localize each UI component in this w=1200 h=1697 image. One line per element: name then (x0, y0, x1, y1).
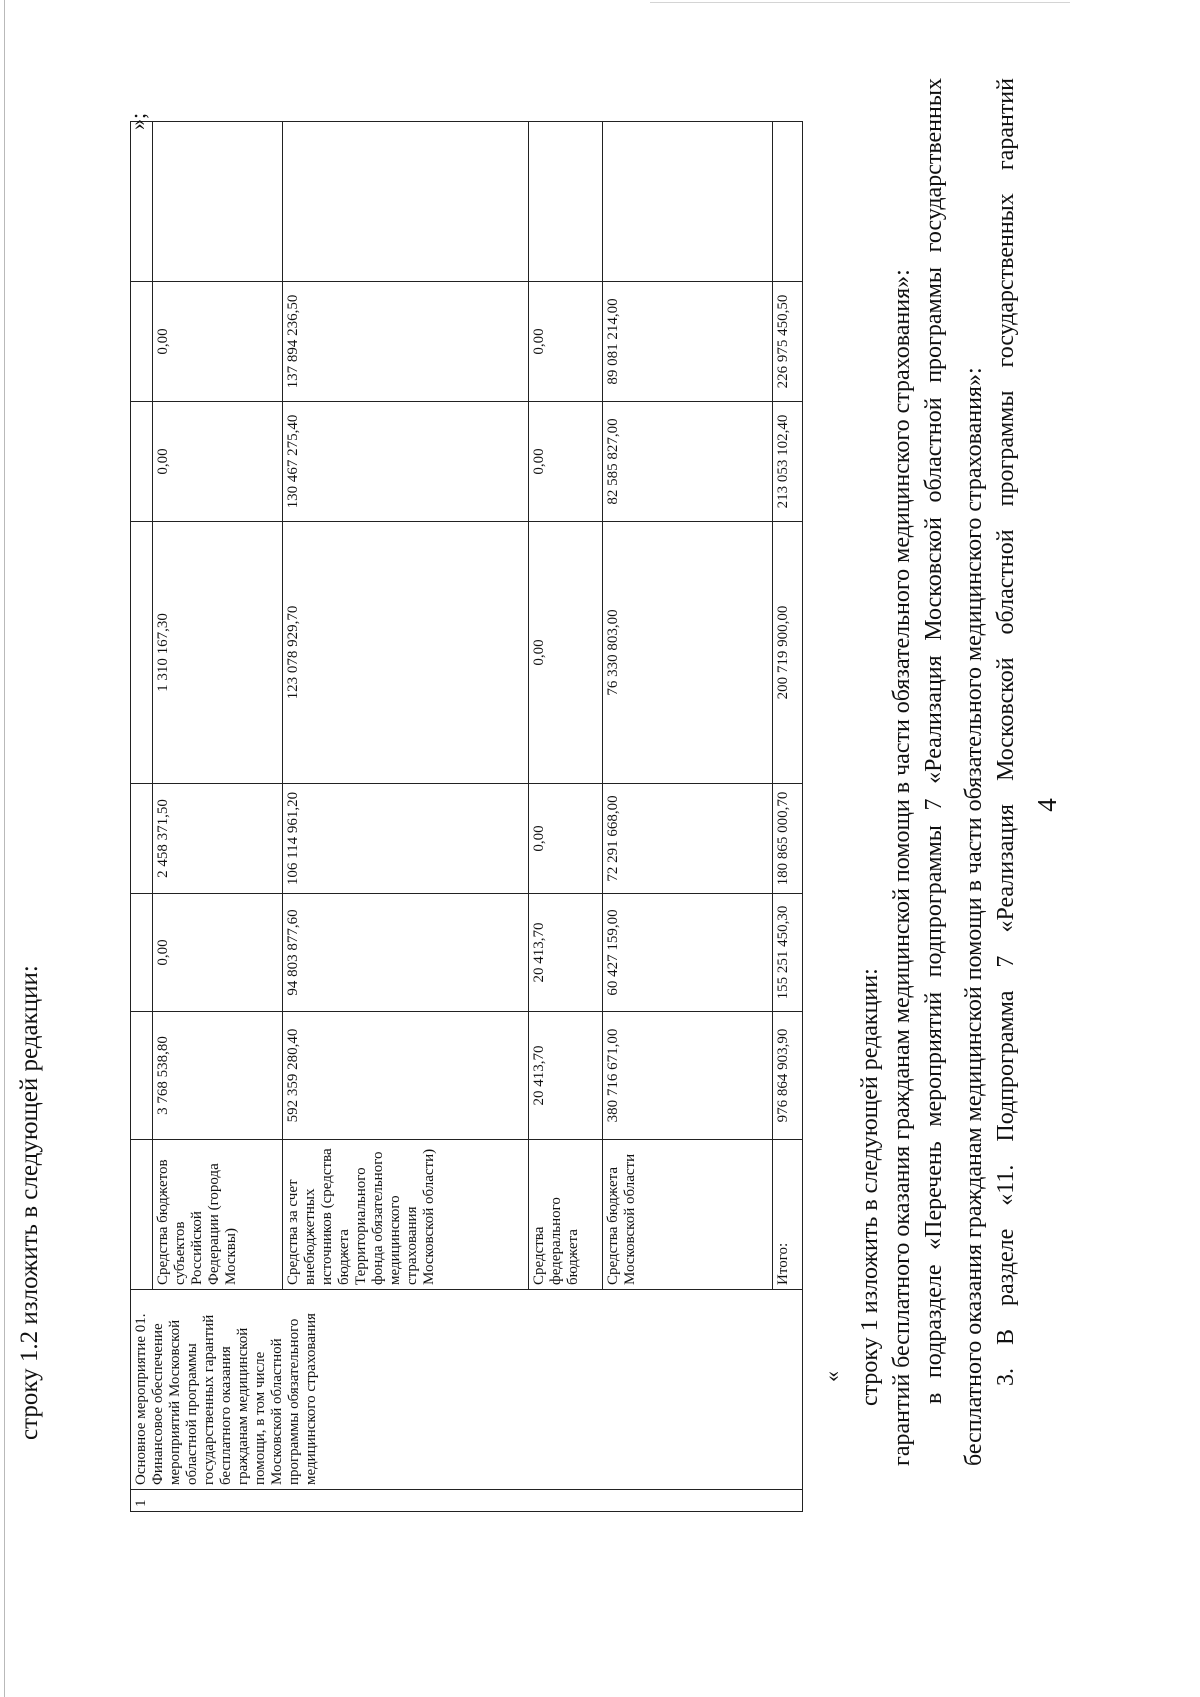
empty-cell (131, 282, 153, 402)
amount-cell: 130 467 275,40 (283, 402, 529, 522)
empty-cell (131, 894, 153, 1012)
amount-cell: 226 975 450,50 (773, 282, 803, 402)
funding-source-cell: Средства федерального бюджета (529, 1140, 603, 1290)
event-description-cell: Основное мероприятие 01. Финансовое обеспечение мероприятий Московской областной программы государственных гарантий бесплатного оказания гражданам медицинской помощи, в том числе Московской областной программы обязательного медицинского страхования (131, 1290, 803, 1490)
amount-cell: 0,00 (529, 522, 603, 784)
empty-cell (773, 122, 803, 282)
amount-cell: 72 291 668,00 (603, 784, 773, 894)
intro-line-1: 3. В разделе «11. Подпрограмма 7 «Реализация Московской областной программы государственных гарантий (993, 78, 1019, 1386)
amount-cell: 60 427 159,00 (603, 894, 773, 1012)
empty-cell (131, 1012, 153, 1140)
table-row (773, 122, 803, 1512)
close-quote: »; (125, 112, 150, 130)
empty-cell (131, 122, 153, 282)
amount-cell: 213 053 102,40 (773, 402, 803, 522)
empty-cell (131, 784, 153, 894)
amount-cell: 89 081 214,00 (603, 282, 773, 402)
intro-line-2: бесплатного оказания гражданам медицинской помощи в части обязательного медицинского страхования»: (961, 367, 987, 1466)
funding-source-cell: Средства бюджетов субъектов Российской Федерации (города Москвы) (153, 1140, 283, 1290)
amount-cell: 82 585 827,00 (603, 402, 773, 522)
amount-cell: 0,00 (529, 784, 603, 894)
amount-cell: 123 078 929,70 (283, 522, 529, 784)
amount-cell: 94 803 877,60 (283, 894, 529, 1012)
amount-cell: 0,00 (153, 402, 283, 522)
intro-line-3: в подразделе «Перечень мероприятий подпрограммы 7 «Реализация Московской областной программы государственных (921, 78, 947, 1404)
amount-cell: 200 719 900,00 (773, 522, 803, 784)
table-body (131, 122, 803, 1512)
empty-cell (131, 402, 153, 522)
amount-cell: 3 768 538,80 (153, 1012, 283, 1140)
intro-line-4: гарантий бесплатного оказания гражданам медицинской помощи в части обязательного медицинского страхования»: (889, 269, 915, 1466)
funding-source-cell: Средства за счет внебюджетных источников (средства бюджета Территориального фонда обязательного медицинского страхования Московской области) (283, 1140, 529, 1290)
amount-cell: 137 894 236,50 (283, 282, 529, 402)
amount-cell: 976 864 903,90 (773, 1012, 803, 1140)
amount-cell: 76 330 803,00 (603, 522, 773, 784)
page-number: 4 (1032, 798, 1062, 812)
amount-cell: 380 716 671,00 (603, 1012, 773, 1140)
scan-left-edge (4, 0, 5, 1697)
empty-cell (603, 122, 773, 282)
rotated-page-content (10, 70, 1090, 1630)
intro-line-5: строку 1 изложить в следующей редакции: (857, 968, 883, 1406)
amount-cell: 0,00 (153, 894, 283, 1012)
open-quote: « (819, 1371, 844, 1382)
empty-cell (131, 522, 153, 784)
amount-cell: 155 251 450,30 (773, 894, 803, 1012)
amount-cell: 180 865 000,70 (773, 784, 803, 894)
measures-table (130, 121, 803, 1512)
empty-cell (283, 122, 529, 282)
amount-cell: 1 310 167,30 (153, 522, 283, 784)
funding-source-cell: Итого: (773, 1140, 803, 1290)
amount-cell: 20 413,70 (529, 894, 603, 1012)
after-table-text: строку 1.2 изложить в следующей редакции: (16, 965, 43, 1440)
empty-cell (131, 1140, 153, 1290)
row-number-cell: 1 (131, 1490, 803, 1512)
scan-top-mark (650, 2, 1070, 3)
amount-cell: 106 114 961,20 (283, 784, 529, 894)
amount-cell: 20 413,70 (529, 1012, 603, 1140)
amount-cell: 2 458 371,50 (153, 784, 283, 894)
amount-cell: 0,00 (529, 402, 603, 522)
funding-source-cell: Средства бюджета Московской области (603, 1140, 773, 1290)
amount-cell: 592 359 280,40 (283, 1012, 529, 1140)
amount-cell: 0,00 (153, 282, 283, 402)
empty-cell (529, 122, 603, 282)
empty-cell (153, 122, 283, 282)
amount-cell: 0,00 (529, 282, 603, 402)
